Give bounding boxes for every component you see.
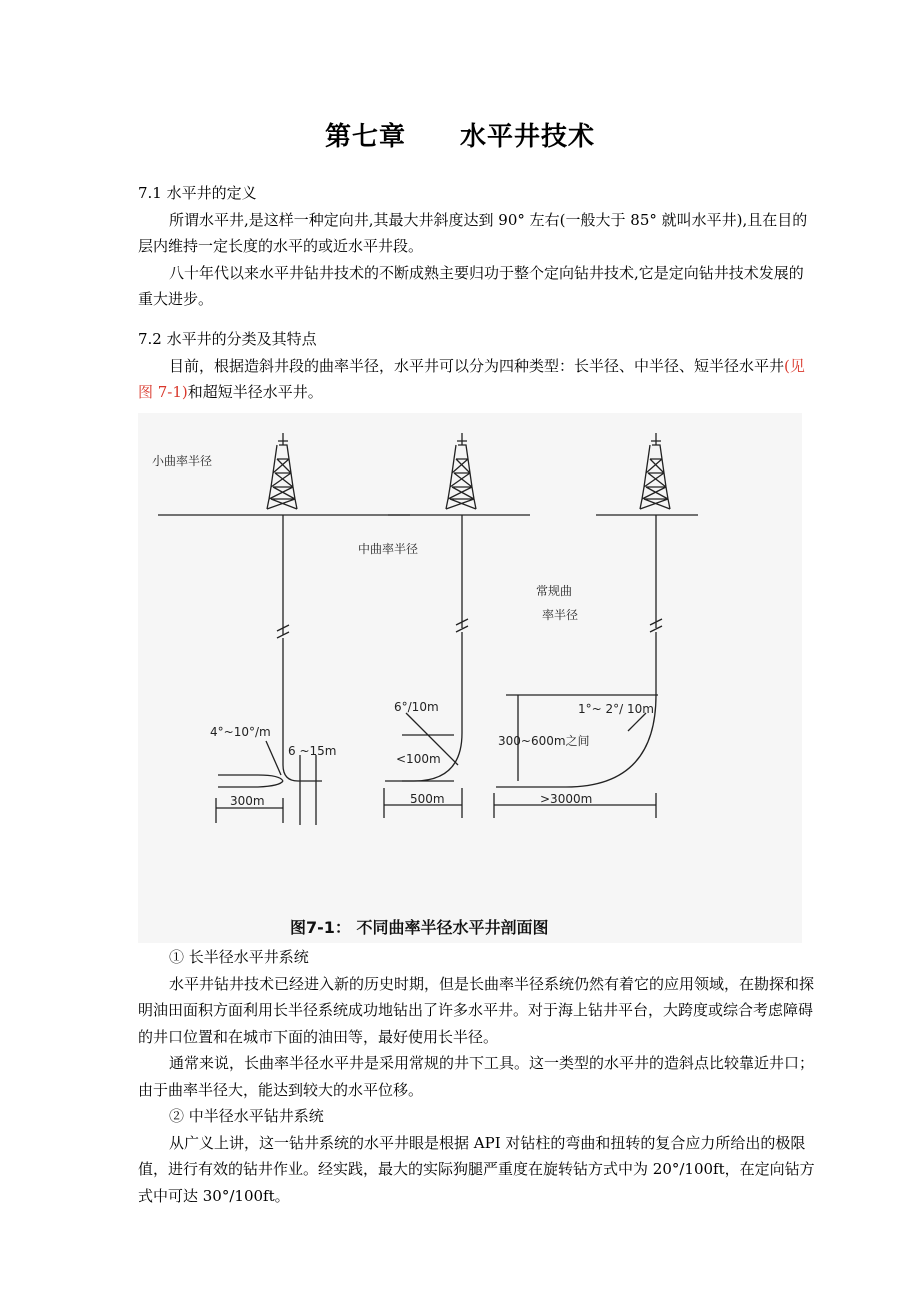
well-profile-diagram [138,413,802,943]
short-radius-lateral [218,775,283,787]
intro-text: 目前，根据造斜井段的曲率半径，水平井可以分为四种类型：长半径、中半径、短半径水平井 [169,356,785,375]
medium-type-label: 中曲率半径 [358,542,419,556]
medium-radius-label: <100m [396,752,441,766]
short-radius-wellbore [277,515,322,781]
short-type-label: 小曲率半径 [152,454,213,468]
paragraph: 从广义上讲，这一钻井系统的水平井眼是根据 API 对钻柱的弯曲和扭转的复合应力所给出的极限值，进行有效的钻井作业。经实践，最大的实际狗腿严重度在旋转钻方式中为 20°/100ft，在定向钻方式中可达 30°/100ft。 [138,1133,815,1205]
medium-rate-label: 6°/10m [394,700,439,714]
short-rate-label: 4°~10°/m [210,725,271,739]
paragraph [138,353,818,406]
paragraph: 水平井钻井技术已经进入新的历史时期，但是长曲率半径系统仍然有着它的应用领域，在勘探和探明油田面积方面利用长半径系统成功地钻出了许多水平井。对于海上钻井平台，大跨度或综合考虑障碍的井口位置和在城市下面的油田等，最好使用长半径。 [138,974,815,1046]
short-length-label: 300m [230,794,265,808]
derrick-icon [446,433,476,509]
subsection-heading: ① 长半径水平井系统 [169,948,309,966]
long-radius-label: 300~600m之间 [498,734,590,748]
figure-7-1 [138,413,802,943]
derrick-icon [267,433,297,509]
section-7-2 [138,326,818,406]
figure-caption: 图7-1： 不同曲率半径水平井剖面图 [290,918,549,937]
page-title: 第七章 水平井技术 [324,122,595,152]
section-long-radius [138,944,818,1209]
paragraph: 所谓水平井,是这样一种定向井,其最大井斜度达到 90° 左右(一般大于 85° 就叫水平井),且在目的层内维持一定长度的水平的或近水平井段。 [138,210,808,255]
long-rate-label: 1°~ 2°/ 10m [578,702,654,716]
figure-reference: (见图 7-1) [138,356,805,401]
long-type-label: 常规曲 [536,584,573,598]
long-length-label: >3000m [540,792,593,806]
medium-length-label: 500m [410,792,445,806]
paragraph: 通常来说，长曲率半径水平井是采用常规的井下工具。这一类型的水平井的造斜点比较靠近井口；由于曲率半径大，能达到较大的水平位移。 [138,1054,815,1099]
subsection-heading: ② 中半径水平钻井系统 [169,1107,324,1125]
paragraph: 八十年代以来水平井钻井技术的不断成熟主要归功于整个定向钻井技术,它是定向钻井技术发展的重大进步。 [138,263,804,308]
section-7-1 [138,180,818,313]
rate-leader [266,741,281,775]
section-heading: 7.1 水平井的定义 [138,184,257,202]
derrick-icon [640,433,670,509]
intro-text-end: 和超短半径水平井。 [187,383,323,401]
short-radius-label: 6 ~15m [288,744,337,758]
section-heading: 7.2 水平井的分类及其特点 [138,330,317,348]
long-type-label: 率半径 [542,608,579,622]
